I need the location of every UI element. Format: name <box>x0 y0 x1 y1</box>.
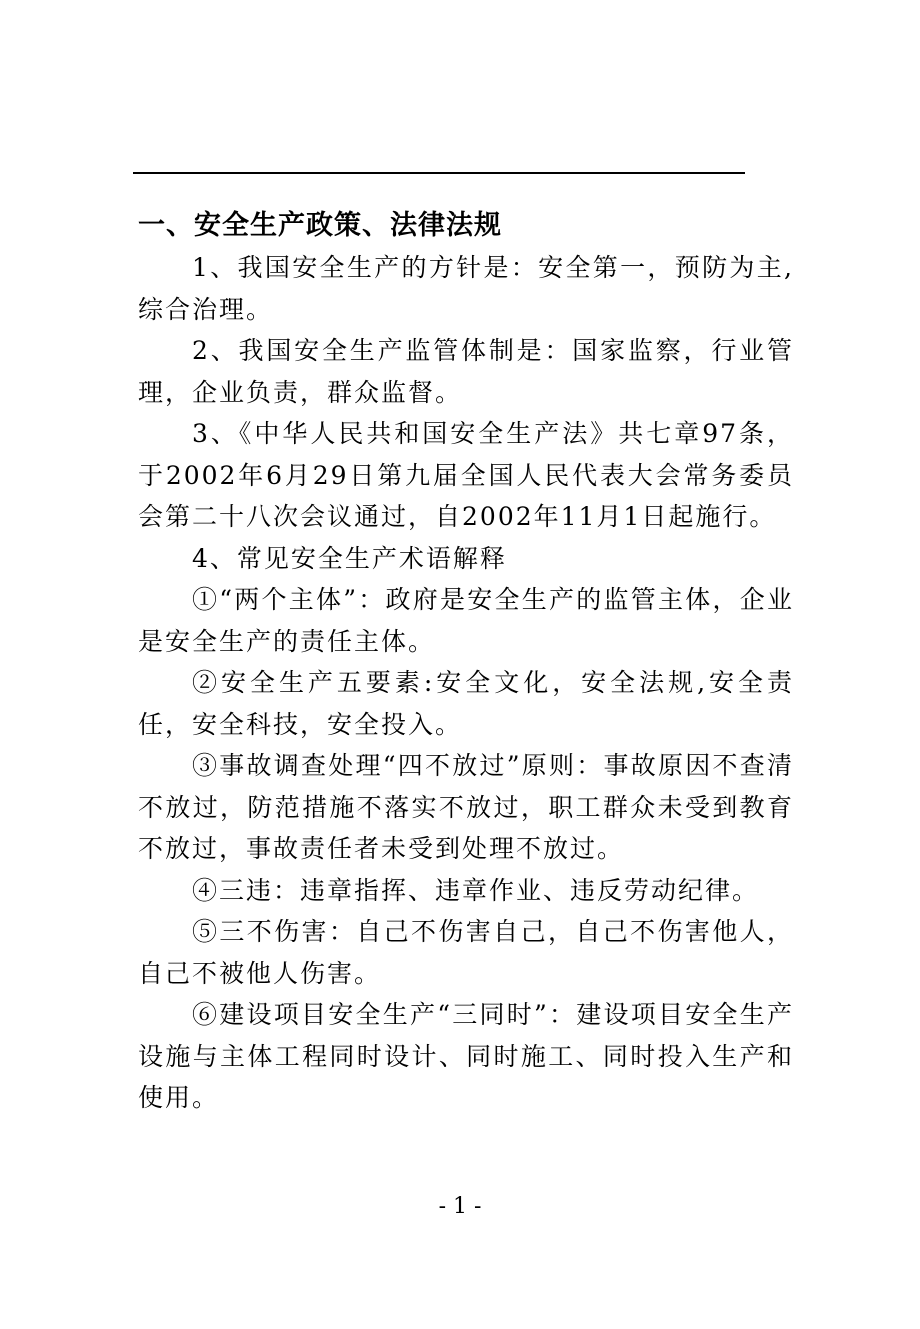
paragraph-two-subjects: ①“两个主体”：政府是安全生产的监管主体，企业是安全生产的责任主体。 <box>138 585 794 656</box>
paragraph-terms-heading: 4、常见安全生产术语解释 <box>192 543 507 573</box>
document-body <box>138 205 794 1119</box>
paragraph-five-elements: ②安全生产五要素:安全文化，安全法规,安全责任，安全科技，安全投入。 <box>138 668 794 739</box>
paragraph-policy: 1、我国安全生产的方针是：安全第一，预防为主,综合治理。 <box>138 253 794 324</box>
page-number: - 1 - <box>438 1194 482 1219</box>
paragraph-four-not-let-go: ③事故调查处理“四不放过”原则：事故原因不查清不放过，防范措施不落实不放过，职工群众未受到教育不放过，事故责任者未受到处理不放过。 <box>138 751 794 863</box>
paragraph-three-simultaneities: ⑥建设项目安全生产“三同时”：建设项目安全生产设施与主体工程同时设计、同时施工、同时投入生产和使用。 <box>138 1000 794 1112</box>
paragraph-supervision-system: 2、我国安全生产监管体制是：国家监察，行业管理，企业负责，群众监督。 <box>138 336 794 407</box>
paragraph-three-violations: ④三违：违章指挥、违章作业、违反劳动纪律。 <box>192 875 760 905</box>
header-rule <box>133 172 745 174</box>
paragraph-three-no-harm: ⑤三不伤害：自己不伤害自己，自己不伤害他人，自己不被他人伤害。 <box>138 917 794 988</box>
paragraph-safety-law: 3、《中华人民共和国安全生产法》共七章97条，于2002年6月29日第九届全国人民代表大会常务委员会第二十八次会议通过，自2002年11月1日起施行。 <box>138 419 794 531</box>
section-heading: 一、安全生产政策、法律法规 <box>138 210 502 241</box>
